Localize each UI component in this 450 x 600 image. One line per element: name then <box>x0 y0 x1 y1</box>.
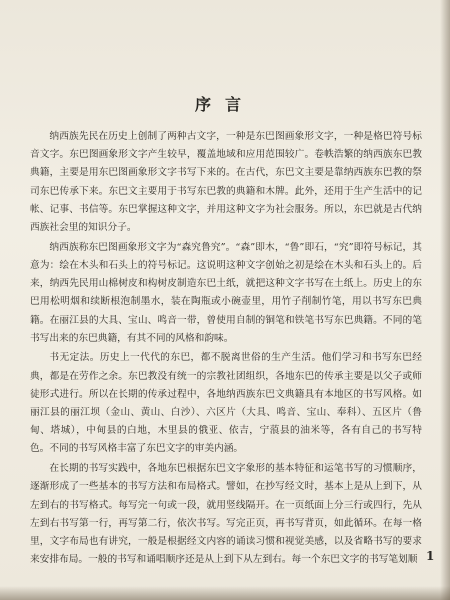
page-edge-shadow <box>440 0 450 600</box>
page-number: 1 <box>426 549 435 563</box>
paragraph-4: 在长期的书写实践中，各地东巴根据东巴文字象形的基本特征和运笔书写的习惯顺序，逐渐形成了一些基本的书写方法和布局格式。譬如，在抄写经文时，基本上是从上到下，从左到右的书写格式。每写完一句或一段，就用竖线隔开。在一页纸面上分三行或四行，先从左到右书写第一行，再写第二行，依次书写。写完正页，再书写背页，如此循环。在每一格里，文字布局也有讲究，一般是根据经文内容的诵读习惯和视觉美感，以及省略书写的要求来安排布局。一般的书写和诵唱顺序还是从上到下从左到右。每一个东巴文字的书写笔划顺 <box>30 463 422 566</box>
page-bottom-shadow <box>0 586 450 600</box>
paragraph-3: 书无定法。历史上一代代的东巴，都不脱离世俗的生产生活。他们学习和书写东巴经典，都是在劳作之余。东巴教没有统一的宗教社团组织，各地东巴的传承主要是以父子或师徒形式进行。所以在长期的传承过程中，各地纳西族东巴文典籍具有本地区的书写风格。如丽江县的丽江坝（金山、黄山、白沙）、六区片（大具、鸣音、宝山、奉科）、五区片（鲁甸、塔城），中甸县的白地，木里县的俄亚、依吉，宁蒗县的油米等，各有自己的书写特色。不同的书写风格丰富了东巴文字的审美内涵。 <box>30 352 422 455</box>
paragraph-1: 纳西族先民在历史上创制了两种古文字，一种是东巴图画象形文字，一种是格巴符号标音文字。东巴图画象形文字产生较早，覆盖地域和应用范围较广。卷帙浩繁的纳西族东巴教典籍，主要是用东巴图画象形文字书写下来的。在古代，东巴文主要是靠纳西族东巴教的祭司东巴传承下来。东巴文主要用于书写东巴教的典籍和木牌。此外，还用于生产生活中的记帐、记事、书信等。东巴掌握这种文字，并用这种文字为社会服务。所以，东巴就是古代纳西族社会里的知识分子。 <box>30 131 422 234</box>
body-text <box>30 128 422 571</box>
paragraph-2: 纳西族称东巴图画象形文字为“森究鲁究”。“森”即木，“鲁”即石，“究”即符号标记，其意为：绘在木头和石头上的符号标记。这说明这种文字创始之初是绘在木头和石头上的。后来，纳西先民用山棉树皮和构树皮制造东巴土纸，就把这种文字书写在土纸上。历史上的东巴用松明烟和续断根泡制墨水，装在陶瓶或小碗壶里，用竹子削制竹笔，用以书写东巴典籍。在丽江县的大具、宝山、鸣音一带，曾使用自制的铜笔和铁笔书写东巴典籍。不同的笔书写出来的东巴典籍，有其不同的风格和韵味。 <box>30 241 422 344</box>
page-title: 序言 <box>194 95 255 114</box>
